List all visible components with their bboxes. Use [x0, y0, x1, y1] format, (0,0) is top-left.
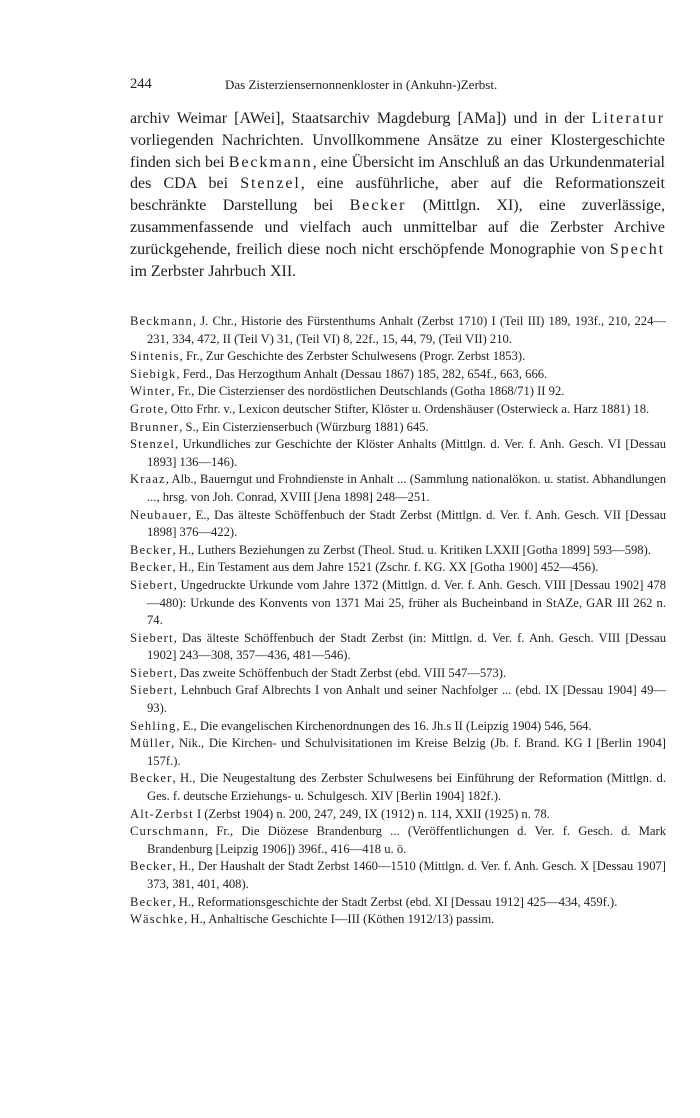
entry-text: , H., Der Haushalt der Stadt Zerbst 1460—1510 (Mittlgn. d. Ver. f. Anh. Gesch. X [Dessau 1907] 373, 381, 401, 408).: [147, 859, 666, 891]
bibliography-entry: [130, 507, 666, 542]
bibliography-entry: [130, 542, 666, 560]
entry-text: , Nik., Die Kirchen- und Schulvisitationen im Kreise Belzig (Jb. f. Brand. KG I [Berlin 1904] 157f.).: [147, 736, 666, 768]
entry-text: , J. Chr., Historie des Fürstenthums Anhalt (Zerbst 1710) I (Teil III) 189, 193f., 210, 224—231, 334, 472, II (Teil V) 31, (Teil VI) 8, 22f., 15, 44, 79, (Teil VII) 210.: [147, 314, 666, 346]
spaced-author-becker: Becker: [349, 197, 407, 215]
entry-text: , Fr., Zur Geschichte des Zerbster Schulwesens (Progr. Zerbst 1853).: [179, 349, 526, 364]
entry-text: , H., Ein Testament aus dem Jahre 1521 (Zschr. f. KG. XX [Gotha 1900] 452—456).: [172, 560, 599, 575]
entry-text: , Alb., Bauerngut und Frohndienste in Anhalt ... (Sammlung nationalökon. u. statist. Abhandlungen ..., hrsg. von Joh. Conrad, XVIII [Jena 1898] 248—251.: [147, 472, 666, 504]
entry-author: Müller: [130, 736, 172, 751]
entry-text: , H., Anhaltische Geschichte I—III (Köthen 1912/13) passim.: [184, 912, 495, 927]
bibliography-entry: [130, 630, 666, 665]
entry-text: , Ungedruckte Urkunde vom Jahre 1372 (Mittlgn. d. Ver. f. Anh. Gesch. VIII [Dessau 1902] 478—480): Urkunde des Konvents von 1371 Mai 25, früher als Bucheinband in StAZe, GAR III 262 n. 74.: [147, 577, 666, 628]
entry-author: Siebert: [130, 683, 174, 698]
entry-text: , H., Reformationsgeschichte der Stadt Zerbst (ebd. XI [Dessau 1912] 425—434, 459f.).: [172, 894, 618, 909]
bibliography-entry: [130, 806, 666, 824]
entry-text: , Fr., Die Cisterzienser des nordöstlichen Deutschlands (Gotha 1868/71) II 92.: [171, 384, 565, 399]
entry-author: Kraaz: [130, 472, 166, 487]
bibliography-entry: [130, 911, 666, 929]
body-paragraph: [130, 108, 665, 282]
bibliography-entry: [130, 471, 666, 506]
entry-text: , Ferd., Das Herzogthum Anhalt (Dessau 1867) 185, 282, 654f., 663, 666.: [176, 366, 548, 381]
bibliography-list: [130, 313, 666, 929]
spaced-author-stenzel: Stenzel: [240, 175, 301, 193]
bibliography-entry: [130, 559, 666, 577]
entry-text: , Urkundliches zur Geschichte der Klöster Anhalts (Mittlgn. d. Ver. f. Anh. Gesch. VI [Dessau 1893] 136—146).: [147, 437, 666, 469]
entry-text: , Lehnbuch Graf Albrechts I von Anhalt und seiner Nachfolger ... (ebd. IX [Dessau 1904] 49—93).: [147, 683, 666, 716]
bibliography-entry: [130, 577, 666, 630]
entry-author: Siebigk: [130, 366, 177, 381]
entry-author: Becker: [130, 894, 173, 909]
bibliography-entry: [130, 436, 666, 471]
entry-author: Becker: [130, 542, 173, 557]
entry-text: , H., Die Neugestaltung des Zerbster Schulwesens bei Einführung der Reformation (Mittlgn. d. Ges. f. deutsche Erziehungs- u. Schulgesch. XIV [Berlin 1904] 182f.).: [147, 771, 666, 804]
entry-author: Sehling: [130, 718, 177, 733]
entry-author: Sintenis: [130, 349, 180, 364]
entry-text: I (Zerbst 1904) n. 200, 247, 249, IX (1912) n. 114, XXII (1925) n. 78.: [193, 806, 550, 821]
bibliography-entry: [130, 348, 666, 366]
entry-text: , S., Ein Cisterzienserbuch (Würzburg 1881) 645.: [179, 419, 429, 434]
paragraph-text: , eine Übersicht im Anschluß an das Urkundenmaterial des CDA bei: [130, 153, 665, 193]
bibliography-entry: [130, 419, 666, 437]
bibliography-entry: [130, 665, 666, 683]
paragraph-text: archiv Weimar [AWei], Staatsarchiv Magdeburg [AMa]) und in der: [130, 110, 592, 127]
spaced-author-beckmann: Beckmann: [228, 153, 313, 171]
entry-author: Siebert: [130, 665, 174, 680]
bibliography-entry: [130, 718, 666, 736]
entry-author: Becker: [130, 560, 173, 575]
entry-text: , E., Das älteste Schöffenbuch der Stadt Zerbst (Mittlgn. d. Ver. f. Anh. Gesch. VII [Dessau 1898] 376—422).: [147, 507, 666, 540]
entry-text: , Das zweite Schöffenbuch der Stadt Zerbst (ebd. VIII 547—573).: [173, 665, 507, 680]
bibliography-entry: [130, 383, 666, 401]
bibliography-entry: [130, 770, 666, 805]
entry-author: Stenzel: [130, 437, 176, 452]
entry-author: Becker: [130, 859, 173, 874]
bibliography-entry: [130, 366, 666, 384]
entry-text: , Otto Frhr. v., Lexicon deutscher Stifter, Klöster u. Ordenshäuser (Osterwieck a. Harz 1881) 18.: [164, 401, 650, 416]
paragraph-text: , eine ausführliche, aber auf die Reformationszeit beschränkte Darstellung bei: [130, 175, 666, 215]
entry-author: Grote: [130, 401, 165, 416]
paragraph-text: im Zerbster Jahrbuch XII.: [130, 262, 297, 280]
entry-author: Wäschke: [130, 912, 185, 927]
bibliography-entry: [130, 401, 666, 419]
bibliography-entry: [130, 313, 666, 348]
entry-text: , H., Luthers Beziehungen zu Zerbst (Theol. Stud. u. Kritiken LXXII [Gotha 1899] 593—598).: [172, 542, 651, 557]
spaced-author-specht: Specht: [609, 240, 665, 258]
bibliography-entry: [130, 735, 666, 770]
entry-text: , E., Die evangelischen Kirchenordnungen des 16. Jh.s II (Leipzig 1904) 546, 564.: [176, 718, 592, 733]
bibliography-entry: [130, 894, 666, 912]
entry-author: Alt-Zerbst: [130, 806, 194, 821]
bibliography-entry: [130, 823, 666, 858]
entry-author: Winter: [130, 384, 172, 399]
bibliography-entry: [130, 682, 666, 717]
bibliography-entry: [130, 858, 666, 893]
entry-author: Siebert: [130, 630, 174, 645]
entry-author: Neubauer: [130, 507, 189, 522]
entry-text: , Das älteste Schöffenbuch der Stadt Zerbst (in: Mittlgn. d. Ver. f. Anh. Gesch. VIII [Dessau 1902] 243—308, 357—436, 481—546).: [147, 630, 666, 663]
spaced-term-literatur: Literatur: [591, 110, 665, 127]
page-number: 244: [130, 76, 152, 92]
entry-author: Beckmann: [130, 314, 193, 328]
entry-author: Curschmann: [130, 824, 205, 839]
entry-author: Becker: [130, 771, 173, 786]
running-head: Das Zisterziensernonnenkloster in (Ankuhn-)Zerbst.: [225, 77, 498, 92]
entry-author: Brunner: [130, 419, 180, 434]
entry-author: Siebert: [130, 577, 174, 592]
paragraph-text: vorliegenden Nachrichten. Unvollkommene Ansätze zu einer Klostergeschichte finden sich bei: [130, 131, 665, 171]
entry-text: , Fr., Die Diözese Brandenburg ... (Veröffentlichungen d. Ver. f. Gesch. d. Mark Brandenburg [Leipzig 1906]) 396f., 416—418 u. ö.: [147, 824, 666, 856]
paragraph-text: (Mittlgn. XI), eine zuverlässige, zusammenfassende und vielfach auch unmittelbar auf die Zerbster Archive zurückgehende, freilich diese noch nicht erschöpfende Monographie von: [130, 197, 665, 258]
page-header: [130, 76, 665, 96]
